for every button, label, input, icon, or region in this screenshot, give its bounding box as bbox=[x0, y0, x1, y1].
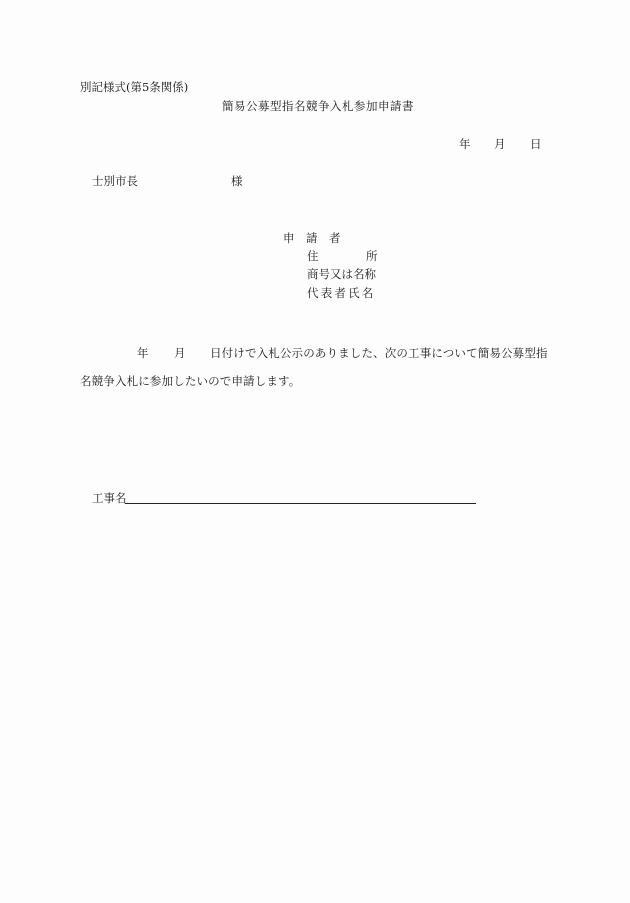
applicant-heading: 申 請 者 bbox=[283, 231, 341, 245]
addressee-honorific: 様 bbox=[231, 174, 243, 188]
body-text-line-2: 名競争入札に参加したいので申請します。 bbox=[80, 374, 301, 388]
date-month-label: 月 bbox=[494, 137, 506, 151]
project-name-label: 工事名 bbox=[92, 491, 127, 505]
company-name-label: 商号又は名称 bbox=[307, 267, 376, 281]
body-text-line-1: 日付けで入札公示のありました、次の工事について簡易公募型指 bbox=[210, 346, 548, 360]
body-year-label: 年 bbox=[137, 346, 149, 360]
date-day-label: 日 bbox=[530, 137, 542, 151]
project-name-underline bbox=[125, 503, 476, 504]
document-title: 簡易公募型指名競争入札参加申請書 bbox=[222, 99, 414, 113]
body-month-label: 月 bbox=[174, 346, 186, 360]
address-label-first-char: 住 bbox=[307, 249, 319, 263]
form-reference: 別記様式(第5条関係) bbox=[80, 80, 189, 94]
addressee-name: 士別市長 bbox=[92, 174, 138, 188]
representative-name-label: 代表者氏名 bbox=[307, 286, 376, 300]
date-year-label: 年 bbox=[459, 137, 471, 151]
address-label-second-char: 所 bbox=[366, 249, 378, 263]
